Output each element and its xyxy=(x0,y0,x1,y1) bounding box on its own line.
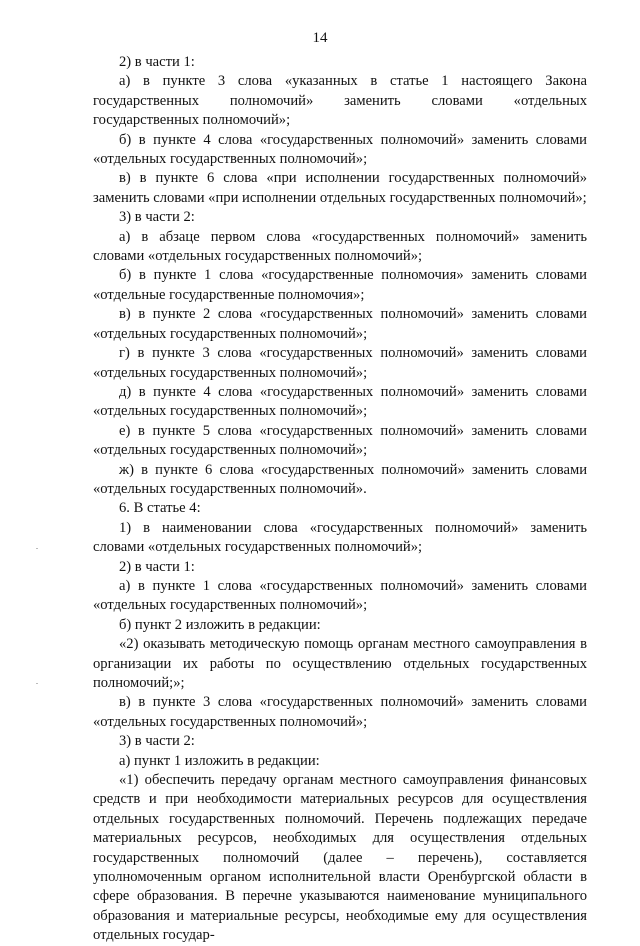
margin-mark xyxy=(36,548,38,549)
paragraph: а) в пункте 3 слова «указанных в статье 1 настоящего Закона государственных полномочий» заменить словами «отдельных государственных полномочий»; xyxy=(93,73,587,129)
paragraph: в) в пункте 2 слова «государственных полномочий» заменить словами «отдельных государственных полномочий»; xyxy=(93,306,587,342)
paragraph: ж) в пункте 6 слова «государственных полномочий» заменить словами «отдельных государственных полномочий». xyxy=(93,461,587,497)
paragraph: 3) в части 2: xyxy=(119,209,195,226)
paragraph: б) в пункте 1 слова «государственные полномочия» заменить словами «отдельные государственные полномочия»; xyxy=(93,267,587,303)
paragraph: 3) в части 2: xyxy=(119,733,195,750)
document-body xyxy=(93,53,587,946)
paragraph: д) в пункте 4 слова «государственных полномочий» заменить словами «отдельных государственных полномочий»; xyxy=(93,383,587,420)
paragraph: г) в пункте 3 слова «государственных полномочий» заменить словами «отдельных государственных полномочий»; xyxy=(93,345,587,381)
page-number: 14 xyxy=(312,30,328,46)
paragraph: е) в пункте 5 слова «государственных полномочий» заменить словами «отдельных государственных полномочий»; xyxy=(93,422,587,459)
paragraph: а) в пункте 1 слова «государственных полномочий» заменить словами «отдельных государственных полномочий»; xyxy=(93,577,587,614)
paragraph: 2) в части 1: xyxy=(119,558,195,575)
paragraph: 2) в части 1: xyxy=(119,54,195,70)
paragraph: а) пункт 1 изложить в редакции: xyxy=(119,752,320,769)
paragraph: «2) оказывать методическую помощь органам местного самоуправления в организации их работы по осуществлению отдельных государственных полномочий;»; xyxy=(93,636,587,691)
paragraph: 6. В статье 4: xyxy=(119,500,201,517)
paragraph: а) в абзаце первом слова «государственных полномочий» заменить словами «отдельных государственных полномочий»; xyxy=(93,228,587,265)
paragraph: б) пункт 2 изложить в редакции: xyxy=(119,616,321,633)
paragraph: «1) обеспечить передачу органам местного самоуправления финансовых средств и при необходимости материальных ресурсов для осуществления отдельных государственных полномочий. Перечень подлежащих передаче материальных ресурсов, необходимых для осуществления отдельных государственных полномочий (далее – перечень), составляется уполномоченным органом исполнительной власти Оренбургской области в сфере образования. В перечне указываются наименование муниципального образования и материальные ресурсы, необходимые ему для осуществления отдельных государ- xyxy=(93,772,587,944)
margin-mark xyxy=(36,683,38,684)
paragraph: б) в пункте 4 слова «государственных полномочий» заменить словами «отдельных государственных полномочий»; xyxy=(93,131,587,168)
paragraph: 1) в наименовании слова «государственных полномочий» заменить словами «отдельных государственных полномочий»; xyxy=(93,519,587,556)
paragraph: в) в пункте 3 слова «государственных полномочий» заменить словами «отдельных государственных полномочий»; xyxy=(93,694,587,730)
paragraph: в) в пункте 6 слова «при исполнении государственных полномочий» заменить словами «при исполнении отдельных государственных полномочий»; xyxy=(93,170,587,206)
